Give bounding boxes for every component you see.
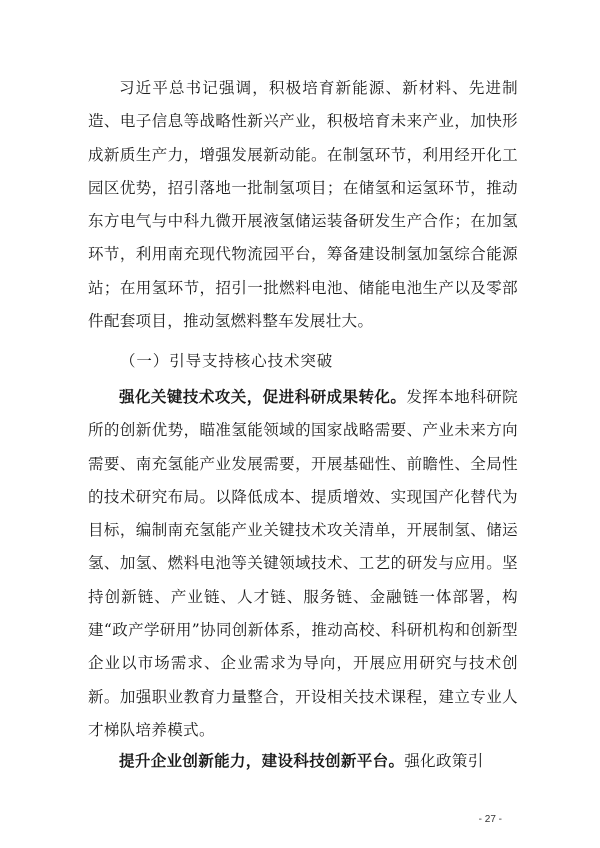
paragraph-lead-text: 强化关键技术攻关，促进科研成果转化。 [119, 388, 407, 406]
page-number: - 27 - [478, 814, 502, 825]
paragraph-body-text: 强化政策引 [404, 752, 484, 770]
paragraph-body-text: 发挥本地科研院所的创新优势，瞄准氢能领域的国家战略需要、产业未来方向需要、南充氢能产业发展需要，开展基础性、前瞻性、全局性的技术研究布局。以降低成本、提质增效、实现国产化替代为目标，编制南充氢能产业关键技术攻关清单，开展制氢、储运氢、加氢、燃料电池等关键领域技术、工艺的研发与应用。坚持创新链、产业链、人才链、服务链、金融链一体部署，构建“政产学研用”协同创新体系，推动高校、科研机构和创新型企业以市场需求、企业需求为导向，开展应用研究与技术创新。加强职业教育力量整合，开设相关技术课程，建立专业人才梯队培养模式。 [88, 388, 518, 739]
paragraph-lead-text: 提升企业创新能力，建设科技创新平台。 [119, 752, 405, 770]
paragraph-innovation-platform [88, 745, 518, 778]
paragraph-tech-breakthrough [88, 381, 518, 747]
paragraph-intro: 习近平总书记强调，积极培育新能源、新材料、先进制造、电子信息等战略性新兴产业，积极培育未来产业，加快形成新质生产力，增强发展新动能。在制氢环节，利用经开化工园区优势，招引落地一批制氢项目；在储氢和运氢环节，推动东方电气与中科九微开展液氢储运装备研发生产合作；在加氢环节，利用南充现代物流园平台，筹备建设制氢加氢综合能源站；在用氢环节，招引一批燃料电池、储能电池生产以及零部件配套项目，推动氢燃料整车发展壮大。 [88, 79, 518, 331]
section-heading: （一）引导支持核心技术突破 [120, 352, 334, 370]
